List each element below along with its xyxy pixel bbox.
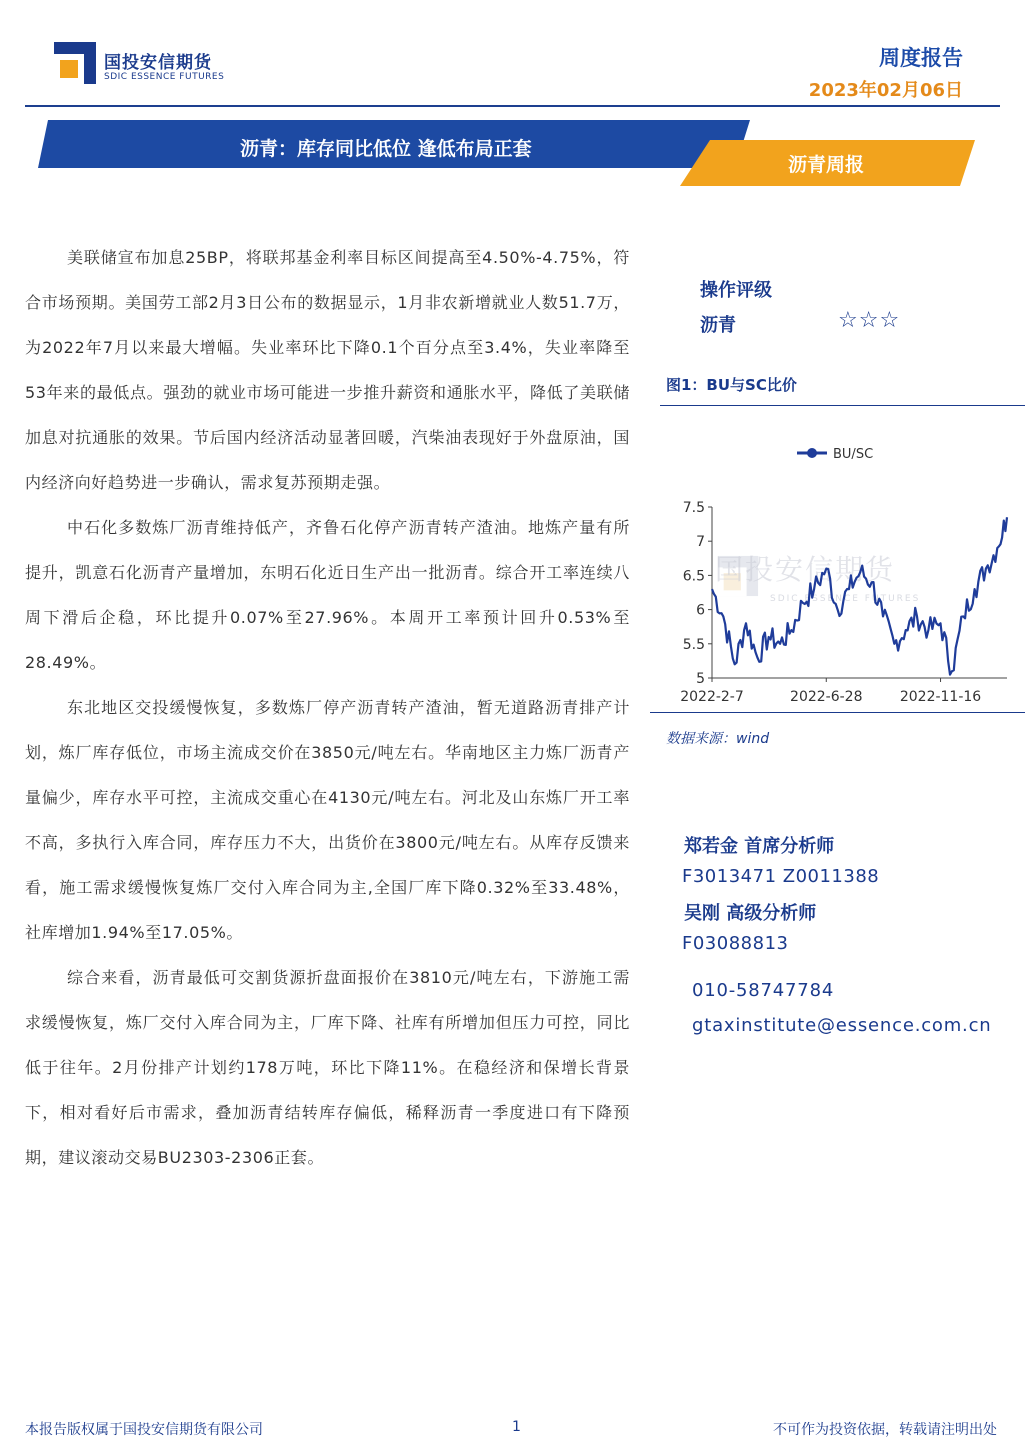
contact-phone: 010-58747784 — [692, 980, 835, 1001]
company-name-cn: 国投安信期货 — [104, 53, 212, 73]
report-date: 2023年02月06日 — [808, 80, 963, 101]
report-body — [25, 235, 630, 1180]
figure-source: 数据来源：wind — [666, 731, 770, 747]
header-divider — [25, 105, 1000, 107]
figure-divider-bottom — [650, 712, 1025, 713]
analyst-1-ids: F3013471 Z0011388 — [682, 866, 880, 887]
legend-marker — [807, 448, 817, 458]
company-name-en: SDIC ESSENCE FUTURES — [104, 72, 225, 82]
bu-sc-ratio-chart — [655, 420, 1025, 710]
footer-disclaimer: 不可作为投资依据，转载请注明出处 — [773, 1422, 997, 1438]
rating-title: 操作评级 — [700, 280, 772, 301]
y-tick-label: 6.5 — [682, 568, 705, 585]
rating-stars-icon: ☆☆☆ — [838, 308, 901, 333]
x-tick-label: 2022-6-28 — [790, 689, 863, 705]
y-tick-label: 5.5 — [682, 636, 705, 653]
company-logo-icon — [52, 40, 98, 86]
chart-watermark: 国投安信期货 — [715, 553, 896, 586]
footer-copyright: 本报告版权属于国投安信期货有限公司 — [25, 1422, 263, 1438]
analyst-2-ids: F03088813 — [682, 933, 789, 954]
page-number: 1 — [512, 1419, 521, 1435]
figure-divider-top — [660, 405, 1025, 406]
report-type: 周度报告 — [879, 46, 963, 70]
chart-legend — [797, 447, 873, 462]
y-tick-label: 7 — [696, 534, 705, 551]
contact-email[interactable]: gtaxinstitute@essence.com.cn — [692, 1015, 992, 1036]
y-tick-label: 5 — [696, 671, 705, 687]
legend-label: BU/SC — [833, 447, 874, 462]
paragraph-regional: 东北地区交投缓慢恢复，多数炼厂停产沥青转产渣油，暂无道路沥青排产计划，炼厂库存低位，市场主流成交价在3850元/吨左右。华南地区主力炼厂沥青产量偏少，库存水平可控，主流成交重心在4130元/吨左右。河北及山东炼厂开工率不高，多执行入库合同，库存压力不大，出货价在3800元/吨左右。从库存反馈来看，施工需求缓慢恢复炼厂交付入库合同为主,全国厂库下降0.32%至33.48%，社库增加1.94%至17.05%。 — [25, 698, 630, 942]
y-tick-label: 7.5 — [682, 500, 705, 516]
rating-item: 沥青 — [700, 315, 736, 336]
analyst-2-name: 吴刚 高级分析师 — [684, 903, 817, 924]
series-line-bu-sc — [712, 517, 1007, 674]
chart-watermark-en: SDIC ESSENCE FUTURES — [770, 594, 921, 604]
report-title: 沥青：库存同比低位 逢低布局正套 — [240, 138, 532, 160]
report-series-tag: 沥青周报 — [788, 154, 865, 176]
analyst-1-name: 郑若金 首席分析师 — [684, 836, 835, 857]
chart-plot-area — [712, 517, 1007, 674]
x-tick-label: 2022-11-16 — [899, 689, 982, 705]
figure-title: 图1：BU与SC比价 — [666, 376, 797, 394]
paragraph-conclusion: 综合来看，沥青最低可交割货源折盘面报价在3810元/吨左右，下游施工需求缓慢恢复，炼厂交付入库合同为主，厂库下降、社库有所增加但压力可控，同比低于往年。2月份排产计划约178万吨，环比下降11%。在稳经济和保增长背景下，相对看好后市需求，叠加沥青结转库存偏低，稀释沥青一季度进口有下降预期，建议滚动交易BU2303-2306正套。 — [25, 968, 630, 1167]
paragraph-macro: 美联储宣布加息25BP，将联邦基金利率目标区间提高至4.50%-4.75%，符合市场预期。美国劳工部2月3日公布的数据显示，1月非农新增就业人数51.7万，为2022年7月以来最大增幅。失业率环比下降0.1个百分点至3.4%，失业率降至53年来的最低点。强劲的就业市场可能进一步推升薪资和通胀水平，降低了美联储加息对抗通胀的效果。节后国内经济活动显著回暖，汽柴油表现好于外盘原油，国内经济向好趋势进一步确认，需求复苏预期走强。 — [25, 248, 630, 492]
paragraph-supply: 中石化多数炼厂沥青维持低产，齐鲁石化停产沥青转产渣油。地炼产量有所提升，凯意石化沥青产量增加，东明石化近日生产出一批沥青。综合开工率连续八周下滑后企稳，环比提升0.07%至27.96%。本周开工率预计回升0.53%至28.49%。 — [25, 518, 630, 672]
x-tick-label: 2022-2-7 — [680, 689, 744, 705]
y-tick-label: 6 — [696, 602, 705, 619]
